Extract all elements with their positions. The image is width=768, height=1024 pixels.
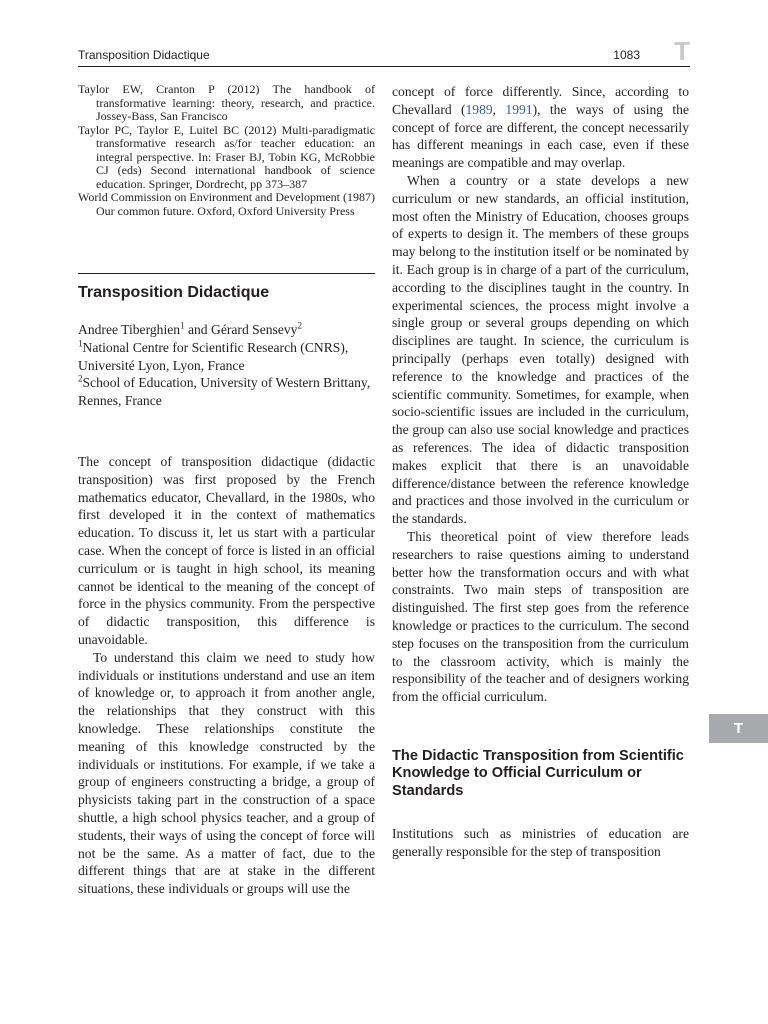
citation-link[interactable]: 1991: [505, 101, 533, 117]
paragraph-text: concept of force differently. Since, according to Chevallard (: [392, 84, 689, 117]
reference-item: Taylor EW, Cranton P (2012) The handbook of transformative learning: theory, research, and practice. Jossey-Bass, San Francisco: [78, 82, 375, 123]
affiliation-sup: 2: [78, 373, 83, 384]
body-paragraph: When a country or a state develops a new curriculum or new standards, an official institution, most often the Ministry of Education, chooses groups of experts to design it. The members of these groups may belong to the institution itself or be nominated by it. Each group is in charge of a part of the curriculum, according to the disciplines taught in the country. In experimental sciences, the process might involve a single group or several groups depending on which disciplines are taught. In science, the curriculum is principally (perhaps even totally) designed with reference to the knowledge and practices of the scientific community. Sometimes, for example, when socio-scientific issues are included in the curriculum, the group can also use social knowledge and practices as references. The idea of didactic transposition makes explicit that there is an unavoidable difference/distance between the reference knowledge and practices and those involved in the curriculum or the standards.: [392, 172, 689, 527]
author-sup: 2: [297, 320, 302, 331]
entry-title: Transposition Didactique: [78, 284, 270, 301]
citation-separator: ,: [492, 101, 506, 117]
section-heading: The Didactic Transposition from Scientific Knowledge to Official Curriculum or Standards: [392, 747, 684, 799]
body-paragraph: The concept of transposition didactique (didactic transposition) was first proposed by the French mathematics educator, Chevallard, in the 1980s, who first developed it in the context of mathematics education. To discuss it, let us start with a particular case. When the concept of force is listed in an official curriculum or is taught in high school, its meaning cannot be identical to the meaning of the concept of force in the physics community. From the perspective of didactic transposition, this difference is unavoidable.: [78, 453, 375, 647]
author-and: and: [184, 322, 212, 337]
body-paragraph: Institutions such as ministries of education are generally responsible for the step of transposition: [392, 826, 689, 860]
affiliation: [78, 374, 375, 410]
section-letter: T: [674, 36, 690, 66]
running-title: Transposition Didactique: [78, 48, 210, 62]
author-name: Gérard Sensevy: [211, 322, 298, 337]
body-paragraph: [392, 83, 689, 172]
left-column: [78, 83, 375, 898]
affiliation-sup: 1: [78, 338, 83, 349]
affiliation-text: National Centre for Scientific Research (CNRS), Université Lyon, Lyon, France: [78, 339, 349, 373]
paragraph-text: ), the ways of using the concept of force are different, the concept necessarily has different meanings in each case, even if these meanings are compatible and may overlap.: [392, 101, 689, 171]
running-header: [78, 36, 690, 67]
citation-link[interactable]: 1989: [465, 101, 493, 117]
page-number: 1083: [613, 48, 640, 62]
body-paragraph: To understand this claim we need to study how individuals or institutions understand and use an item of knowledge or, to approach it from another angle, the relationships that they construct with this knowledge. These relationships constitute the meaning of this knowledge constructed by the individuals or institutions. For example, if we take a group of engineers constructing a bridge, a group of physicists taking part in the construction of a space shuttle, a high school physics teacher, and a group of students, their ways of using the concept of force will not be the same. As a matter of fact, due to the different things that are at stake in the different situations, these individuals or groups will use the: [78, 649, 375, 897]
author-sup: 1: [180, 320, 185, 331]
author-line: [78, 321, 375, 339]
reference-item: World Commission on Environment and Development (1987) Our common future. Oxford, Oxford University Press: [78, 190, 375, 218]
body-paragraph: This theoretical point of view therefore leads researchers to raise questions aiming to understand better how the transformation occurs and with what constraints. Two main steps of transposition are distinguished. The first step goes from the reference knowledge or practices to the curriculum. The second step focuses on the transposition from the curriculum to the classroom activity, which is mainly the responsibility of the teacher and of designers working from the official curriculum.: [392, 528, 689, 705]
affiliation: [78, 339, 375, 375]
author-name: Andree Tiberghien: [78, 322, 181, 337]
entry-divider: [78, 273, 375, 274]
reference-item: Taylor PC, Taylor E, Luitel BC (2012) Multi-paradigmatic transformative research as/for teacher education: an integral perspective. In: Fraser BJ, Tobin KG, McRobbie CJ (eds) Second international handbook of science education. Springer, Dordrecht, pp 373–387: [78, 122, 375, 191]
affiliation-text: School of Education, University of Western Brittany, Rennes, France: [78, 375, 371, 409]
author-block: [78, 321, 375, 410]
right-column: [392, 83, 689, 861]
thumb-index-tab: T: [709, 714, 768, 743]
